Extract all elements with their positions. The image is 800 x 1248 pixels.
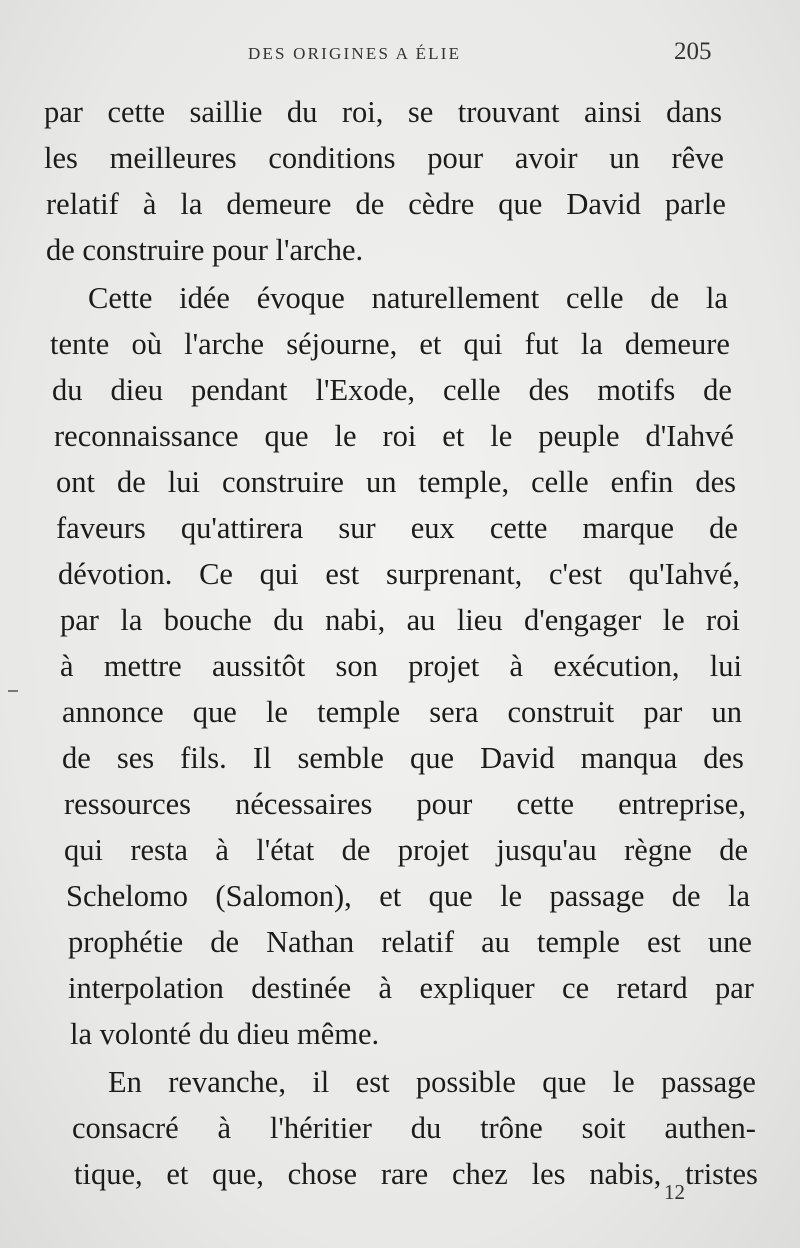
- word: passage: [661, 1065, 756, 1099]
- word: projet: [408, 649, 480, 683]
- word: eux: [410, 511, 455, 545]
- text-line: [52, 372, 732, 408]
- word: tente: [50, 327, 110, 361]
- word: et: [379, 879, 402, 913]
- word: mettre: [103, 649, 182, 683]
- word: au: [481, 925, 510, 959]
- text-line: [68, 970, 754, 1006]
- word: du: [52, 373, 83, 407]
- word: du: [410, 1111, 442, 1145]
- word: celle: [531, 465, 589, 499]
- word: le: [500, 879, 523, 913]
- text-line: [108, 1064, 756, 1100]
- word: ses: [116, 741, 155, 775]
- word: peuple: [538, 419, 620, 453]
- word: soit: [581, 1111, 626, 1145]
- word: que: [498, 187, 543, 221]
- word: cette: [489, 511, 548, 545]
- word: les: [44, 141, 78, 175]
- word: parle: [664, 187, 726, 221]
- word: relatif: [46, 187, 119, 221]
- word: de: [671, 879, 701, 913]
- text-line: [56, 464, 736, 500]
- word: de: [709, 511, 738, 545]
- text-line: [44, 140, 724, 176]
- word: faveurs: [56, 511, 146, 545]
- word: le: [662, 603, 685, 637]
- word: la: [580, 327, 603, 361]
- word: Ce: [199, 557, 233, 591]
- word: à: [509, 649, 524, 683]
- word: annonce: [62, 695, 164, 729]
- word: roi: [706, 603, 740, 637]
- word: d'engager: [523, 603, 642, 637]
- word: la: [705, 281, 728, 315]
- word: et: [442, 419, 465, 453]
- word: prophétie: [68, 925, 184, 959]
- word: ce: [562, 971, 590, 1005]
- word: marque: [582, 511, 675, 545]
- text-line: [64, 786, 746, 822]
- word: celle: [443, 373, 501, 407]
- word: par: [643, 695, 683, 729]
- word: resta: [130, 833, 188, 867]
- word: à: [60, 649, 74, 683]
- word: où: [131, 327, 162, 361]
- text-line: [58, 556, 740, 592]
- word: est: [325, 557, 360, 591]
- word: le: [265, 695, 288, 729]
- word: un: [609, 141, 640, 175]
- word: demeure: [624, 327, 730, 361]
- word: ainsi: [583, 95, 642, 129]
- word: fut: [524, 327, 559, 361]
- word: trouvant: [457, 95, 560, 129]
- word: jusqu'au: [496, 833, 597, 867]
- word: évoque: [256, 281, 345, 315]
- word: chose: [287, 1157, 358, 1191]
- word: de: [210, 925, 240, 959]
- word: consacré: [72, 1111, 179, 1145]
- word: règne: [624, 833, 692, 867]
- word: des: [703, 741, 744, 775]
- word: Cette: [88, 281, 153, 315]
- word: pour: [416, 787, 473, 821]
- word: nabi,: [325, 603, 386, 637]
- word: à: [378, 971, 393, 1005]
- word: Nathan: [266, 925, 355, 959]
- word: par: [714, 971, 754, 1005]
- text-line: [72, 1110, 756, 1146]
- word: (Salomon),: [215, 879, 352, 913]
- text-line: [54, 418, 734, 454]
- word: celle: [566, 281, 624, 315]
- word: relatif: [381, 925, 455, 959]
- word: et: [419, 327, 442, 361]
- word: reconnaissance: [54, 419, 239, 453]
- word: pendant: [190, 373, 288, 407]
- text-line: [62, 694, 742, 730]
- word: qui: [259, 557, 299, 591]
- word: demeure: [226, 187, 332, 221]
- running-title: DES ORIGINES A ÉLIE: [248, 44, 462, 63]
- word: séjourne,: [286, 327, 398, 361]
- word: de: [703, 373, 732, 407]
- word: l'arche: [184, 327, 265, 361]
- text-line: [66, 878, 750, 914]
- word: la: [120, 603, 143, 637]
- word: rare: [380, 1157, 429, 1191]
- word: roi,: [341, 95, 384, 129]
- word: rêve: [671, 141, 724, 175]
- word: expliquer: [419, 971, 535, 1005]
- word: son: [335, 649, 378, 683]
- word: qui: [64, 833, 103, 867]
- word: que: [264, 419, 309, 453]
- word: l'état: [256, 833, 315, 867]
- word: temple: [536, 925, 620, 959]
- word: c'est: [549, 557, 602, 591]
- word: cette: [516, 787, 574, 821]
- word: saillie: [189, 95, 263, 129]
- word: interpolation: [68, 971, 224, 1005]
- text-line: [56, 510, 738, 546]
- word: Il: [252, 741, 272, 775]
- word: et: [166, 1157, 189, 1191]
- word: du: [286, 95, 318, 129]
- word: que: [192, 695, 237, 729]
- word: des: [528, 373, 570, 407]
- word: qui: [463, 327, 503, 361]
- word: destinée: [251, 971, 352, 1005]
- word: sur: [338, 511, 376, 545]
- text-line: [46, 186, 726, 222]
- word: de: [650, 281, 680, 315]
- word: nécessaires: [235, 787, 373, 821]
- word: tristes: [685, 1157, 758, 1191]
- word: lieu: [456, 603, 503, 637]
- text-line: [60, 602, 740, 638]
- word: temple,: [418, 465, 510, 499]
- word: de: [116, 465, 146, 499]
- word: naturellement: [371, 281, 540, 315]
- word: construit: [507, 695, 615, 729]
- word: exécution,: [553, 649, 680, 683]
- word: surprenant,: [385, 557, 523, 591]
- text-line: [88, 280, 728, 316]
- word: entreprise,: [618, 787, 746, 821]
- word: En: [108, 1065, 142, 1099]
- word: une: [707, 925, 752, 959]
- word: l'héritier: [269, 1111, 372, 1145]
- word: tique,: [74, 1157, 143, 1191]
- margin-mark: [8, 690, 18, 692]
- word: dieu: [110, 373, 163, 407]
- word: un: [711, 695, 742, 729]
- text-line: la volonté du dieu même.: [70, 1017, 380, 1051]
- word: à: [215, 833, 229, 867]
- word: par: [44, 95, 83, 129]
- text-line: [50, 326, 730, 362]
- word: idée: [179, 281, 230, 315]
- word: lui: [167, 465, 200, 499]
- signature-mark: 12: [664, 1180, 685, 1204]
- word: dévotion.: [58, 557, 173, 591]
- word: passage: [549, 879, 645, 913]
- word: qu'attirera: [180, 511, 304, 545]
- word: de: [62, 741, 91, 775]
- word: David: [480, 741, 555, 775]
- word: revanche,: [168, 1065, 286, 1099]
- word: Schelomo: [66, 879, 188, 913]
- word: projet: [397, 833, 469, 867]
- word: construire: [221, 465, 344, 499]
- word: le: [612, 1065, 635, 1099]
- word: cèdre: [408, 187, 475, 221]
- word: dans: [666, 95, 722, 129]
- word: conditions: [268, 141, 396, 175]
- word: motifs: [597, 373, 676, 407]
- word: manqua: [580, 741, 678, 775]
- word: les: [531, 1157, 566, 1191]
- word: la: [727, 879, 750, 913]
- text-line: [62, 740, 744, 776]
- word: l'Exode,: [315, 373, 416, 407]
- text-line: [74, 1156, 758, 1192]
- word: que: [428, 879, 473, 913]
- word: de: [341, 833, 371, 867]
- word: à: [142, 187, 157, 221]
- word: lui: [709, 649, 742, 683]
- word: fils.: [180, 741, 227, 775]
- word: avoir: [514, 141, 578, 175]
- word: à: [217, 1111, 232, 1145]
- text-line: [44, 94, 722, 130]
- word: au: [406, 603, 436, 637]
- word: est: [646, 925, 681, 959]
- page-number: 205: [674, 38, 712, 65]
- word: un: [365, 465, 397, 499]
- word: il: [312, 1065, 330, 1099]
- word: semble: [297, 741, 384, 775]
- word: de: [355, 187, 385, 221]
- word: David: [566, 187, 641, 221]
- word: le: [334, 419, 357, 453]
- word: que,: [212, 1157, 264, 1191]
- word: aussitôt: [211, 649, 306, 683]
- word: bouche: [163, 603, 252, 637]
- word: ont: [56, 465, 95, 499]
- word: par: [60, 603, 99, 637]
- word: cette: [107, 95, 166, 129]
- word: se: [407, 95, 434, 129]
- word: trône: [480, 1111, 543, 1145]
- word: possible: [415, 1065, 516, 1099]
- text-line: [68, 924, 752, 960]
- word: authen-: [664, 1111, 756, 1145]
- word: roi: [382, 419, 417, 453]
- word: chez: [451, 1157, 508, 1191]
- text-line: [60, 648, 742, 684]
- word: que: [409, 741, 455, 775]
- word: sera: [429, 695, 479, 729]
- text-line: de construire pour l'arche.: [46, 233, 364, 267]
- word: nabis,: [589, 1157, 662, 1191]
- word: est: [355, 1065, 390, 1099]
- word: temple: [317, 695, 401, 729]
- word: du: [273, 603, 304, 637]
- word: la: [180, 187, 203, 221]
- word: le: [490, 419, 513, 453]
- word: que: [542, 1065, 587, 1099]
- word: enfin: [610, 465, 674, 499]
- word: retard: [616, 971, 688, 1005]
- word: des: [695, 465, 736, 499]
- word: d'Iahvé: [645, 419, 734, 453]
- text-line: [64, 832, 748, 868]
- word: de: [719, 833, 748, 867]
- word: meilleures: [109, 141, 237, 175]
- word: pour: [427, 141, 484, 175]
- word: ressources: [64, 787, 192, 821]
- word: qu'Iahvé,: [628, 557, 740, 591]
